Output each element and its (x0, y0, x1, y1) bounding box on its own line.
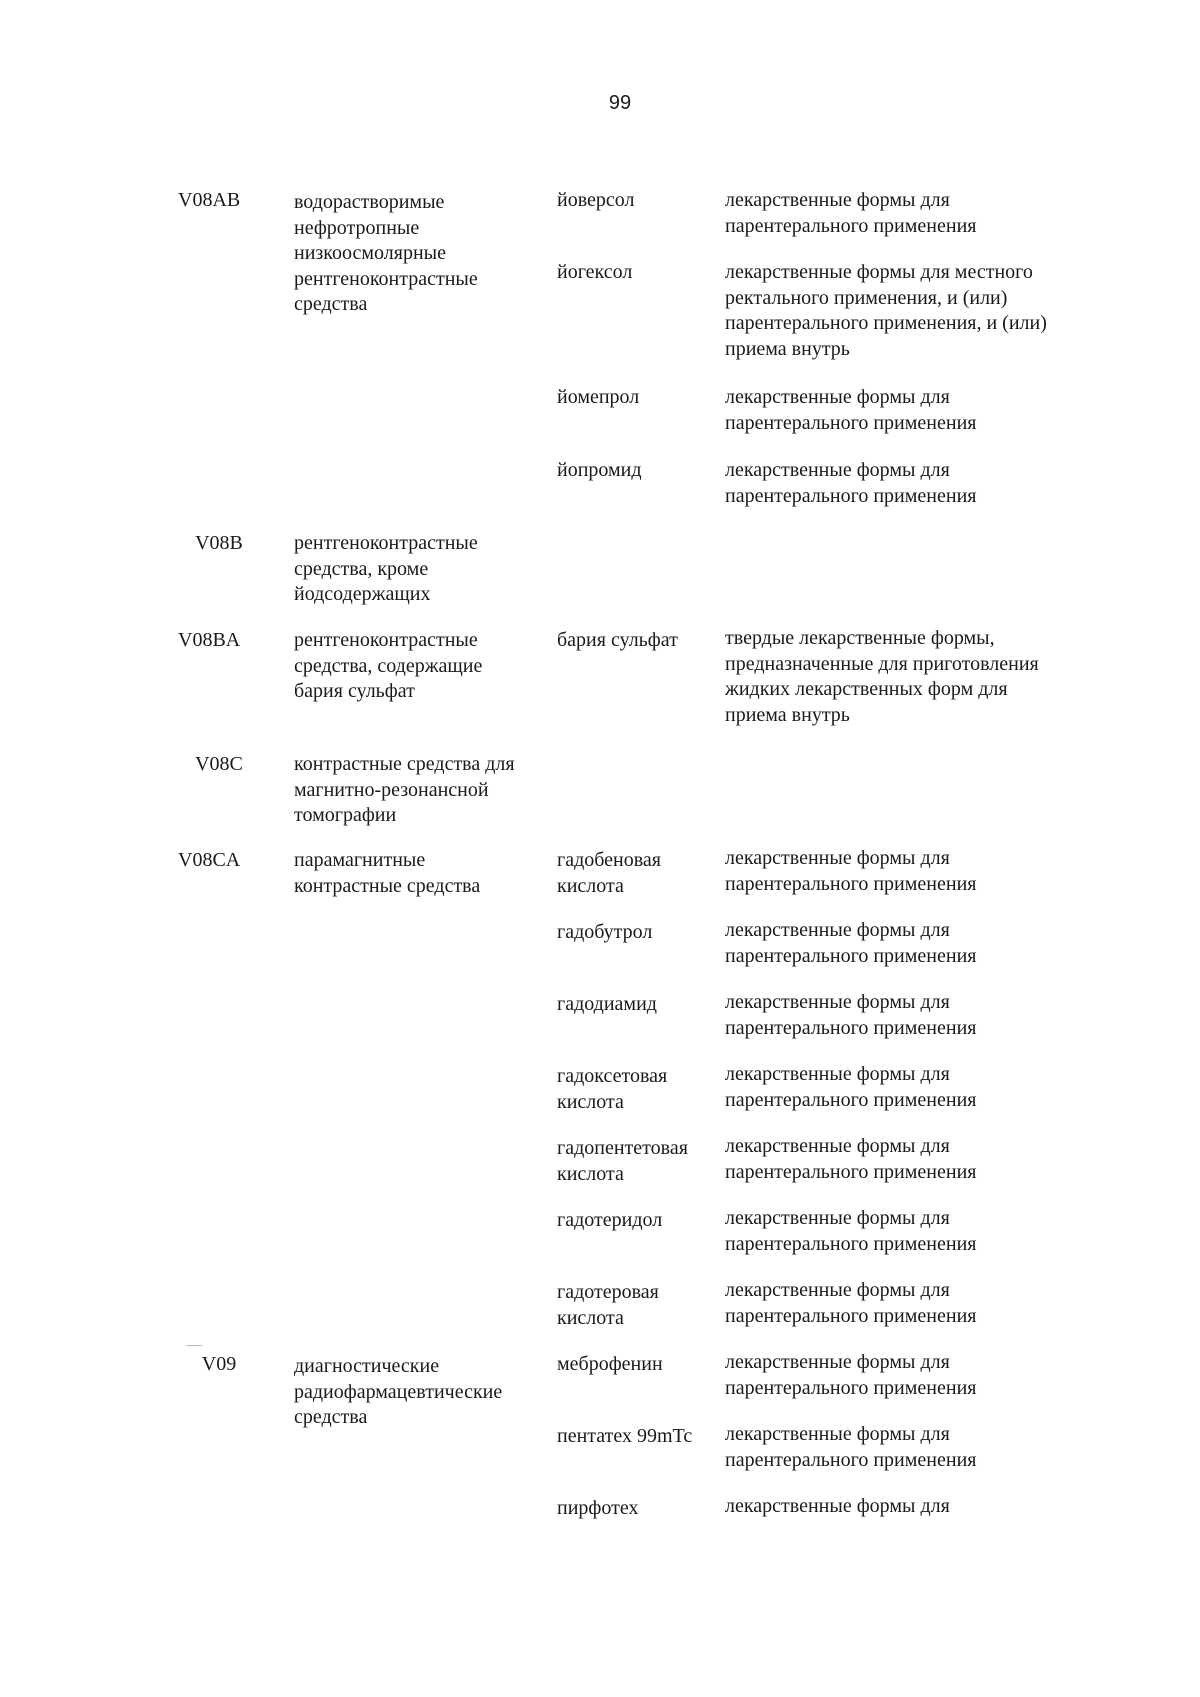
dosage-form: лекарственные формы для парентерального применения (725, 1135, 977, 1183)
drug-name: йоверсол (557, 189, 635, 211)
dosage-form: лекарственные формы для парентерального применения (725, 386, 977, 434)
row-code: V08AB (178, 189, 241, 211)
drug-name: гадотеридол (557, 1209, 663, 1231)
dosage-form: лекарственные формы для парентерального применения (725, 1279, 977, 1327)
dosage-form: лекарственные формы для парентерального применения (725, 1351, 977, 1399)
row-code: V08C (195, 753, 243, 775)
dosage-form: твердые лекарственные формы, предназначенные для приготовления жидких лекарственных форм для приема внутрь (725, 627, 1039, 726)
dosage-form: лекарственные формы для парентерального применения (725, 1423, 977, 1471)
drug-name: йогексол (557, 261, 633, 283)
row-description: парамагнитные контрастные средства (294, 849, 481, 897)
drug-name: пентатех 99mTc (557, 1425, 693, 1447)
page-number: 99 (608, 92, 632, 114)
drug-name: бария сульфат (557, 629, 678, 651)
dosage-form: лекарственные формы для парентерального применения (725, 1063, 977, 1111)
drug-name: йомепрол (557, 386, 640, 408)
drug-name: меброфенин (557, 1353, 663, 1375)
dosage-form: лекарственные формы для парентерального применения (725, 1207, 977, 1255)
row-code: V08BA (178, 629, 241, 651)
dosage-form: лекарственные формы для парентерального применения (725, 991, 977, 1039)
dosage-form: лекарственные формы для парентерального применения (725, 459, 977, 507)
drug-name: гадотеровая кислота (557, 1281, 659, 1329)
drug-name: гадопентетовая кислота (557, 1137, 688, 1185)
dosage-form: лекарственные формы для парентерального применения (725, 919, 977, 967)
row-description: диагностические радиофармацевтические средства (294, 1355, 503, 1428)
drug-name: гадобутрол (557, 921, 653, 943)
dosage-form: лекарственные формы для местного ректального применения, и (или) парентерального применения, и (или) приема внутрь (725, 261, 1047, 360)
drug-name: гадодиамид (557, 993, 657, 1015)
drug-name: гадоксетовая кислота (557, 1065, 668, 1113)
drug-name: гадобеновая кислота (557, 849, 662, 897)
row-description: рентгеноконтрастные средства, содержащие бария сульфат (294, 629, 483, 702)
row-code: V08B (195, 532, 243, 554)
dosage-form: лекарственные формы для парентерального применения (725, 847, 977, 895)
drug-name: пирфотех (557, 1497, 639, 1519)
margin-divider (186, 1345, 202, 1346)
dosage-form: лекарственные формы для (725, 1495, 950, 1517)
drug-name: йопромид (557, 459, 642, 481)
row-description: контрастные средства для магнитно-резонансной томографии (294, 753, 515, 826)
row-description: водорастворимые нефротропные низкоосмолярные рентгеноконтрастные средства (294, 191, 478, 315)
row-code: V08CA (178, 849, 241, 871)
dosage-form: лекарственные формы для парентерального применения (725, 189, 977, 237)
row-description: рентгеноконтрастные средства, кроме йодсодержащих (294, 532, 478, 605)
row-code: V09 (201, 1353, 237, 1375)
